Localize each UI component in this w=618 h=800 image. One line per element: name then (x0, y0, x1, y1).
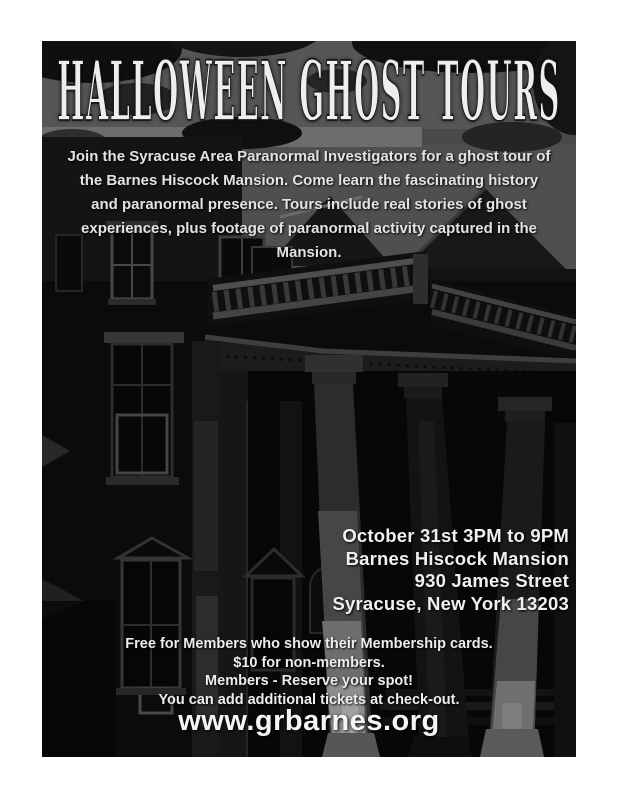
poster-title-text: HALLOWEEN GHOST TOURS (57, 44, 561, 141)
intro-line: Mansion. (276, 244, 342, 261)
event-city: Syracuse, New York 13203 (332, 592, 569, 614)
pricing-additional-tickets: You can add additional tickets at check-out. (158, 691, 460, 708)
event-datetime: October 31st 3PM to 9PM (342, 525, 569, 546)
pricing-nonmembers: $10 for non-members. (233, 654, 385, 671)
pricing-reserve: Members - Reserve your spot! (205, 673, 413, 689)
website-url: www.grbarnes.org (178, 705, 440, 737)
pricing-details (42, 635, 576, 709)
intro-line: the Barnes Hiscock Mansion. Come learn the fascinating history (79, 172, 539, 189)
intro-line: and paranormal presence. Tours include real stories of ghost (91, 196, 527, 213)
event-details (42, 525, 576, 615)
intro-paragraph (42, 145, 576, 265)
event-venue: Barnes Hiscock Mansion (345, 547, 569, 569)
intro-line: Join the Syracuse Area Paranormal Investigators for a ghost tour of (67, 148, 551, 165)
pricing-members-free: Free for Members who show their Membership cards. (125, 636, 493, 652)
poster-title (42, 44, 576, 141)
event-street: 930 James Street (414, 570, 569, 591)
halloween-ghost-tours-poster (42, 41, 576, 757)
intro-line: experiences, plus footage of paranormal activity captured in the (81, 220, 537, 237)
